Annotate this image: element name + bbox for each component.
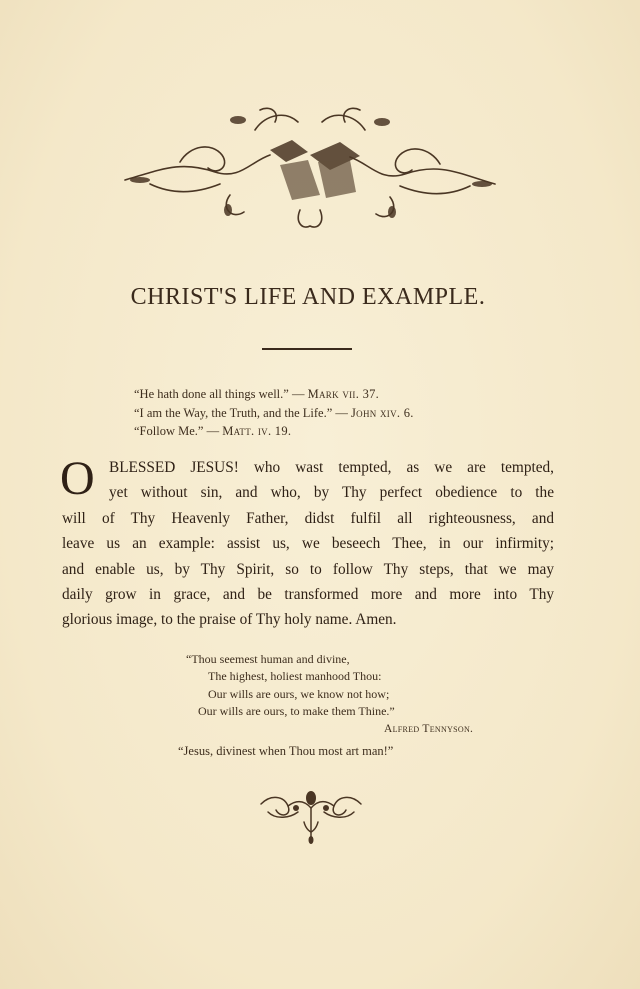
prayer-line: BLESSED JESUS! who wast tempted, as we are tempted, [109,459,554,476]
decorative-tailpiece-ornament-icon [256,786,366,846]
epigraph-separator: — [203,424,223,438]
epigraph-line [134,404,414,423]
poem-line: The highest, holiest manhood Thou: [208,669,382,684]
drop-cap-letter: O [60,452,95,505]
prayer-line: will of Thy Heavenly Father, didst fulfil all righteousness, and [62,509,554,527]
closing-quote: “Jesus, divinest when Thou most art man!” [178,744,394,758]
poem-attribution: Alfred Tennyson. [384,722,474,735]
poem-line: Our wills are ours, we know not how; [208,686,390,701]
epigraph-quote: “I am the Way, the Truth, and the Life.” [134,405,333,420]
prayer-line: yet without sin, and who, by Thy perfect obedience to the [109,484,554,502]
epigraph-block [134,385,414,441]
poem-line: Our wills are ours, to make them Thine.” [198,704,395,719]
epigraph-quote: “Follow Me.” [134,424,204,438]
epigraph-reference: John xiv. 6. [351,405,414,420]
prayer-line: daily grow in grace, and be transformed more and more into Thy [62,585,554,603]
prayer-line: and enable us, by Thy Spirit, so to follow Thy steps, that we may [62,560,554,578]
epigraph-separator: — [332,405,351,420]
epigraph-reference: Mark vii. 37. [307,387,380,401]
prayer-line: glorious image, to the praise of Thy holy name. Amen. [62,611,397,629]
epigraph-separator: — [288,387,308,401]
page-title: CHRIST'S LIFE AND EXAMPLE. [130,284,486,310]
epigraph-line [134,422,414,441]
poem-line: “Thou seemest human and divine, [186,652,350,666]
poem-verse [186,651,473,738]
title-divider-rule [262,348,352,350]
prayer-paragraph [60,452,554,633]
decorative-headpiece-ornament-icon [120,100,500,235]
epigraph-line [134,385,414,404]
prayer-line: leave us an example: assist us, we beseech Thee, in our infirmity; [62,535,554,553]
epigraph-quote: “He hath done all things well.” [134,387,289,401]
epigraph-reference: Matt. iv. 19. [222,424,292,438]
